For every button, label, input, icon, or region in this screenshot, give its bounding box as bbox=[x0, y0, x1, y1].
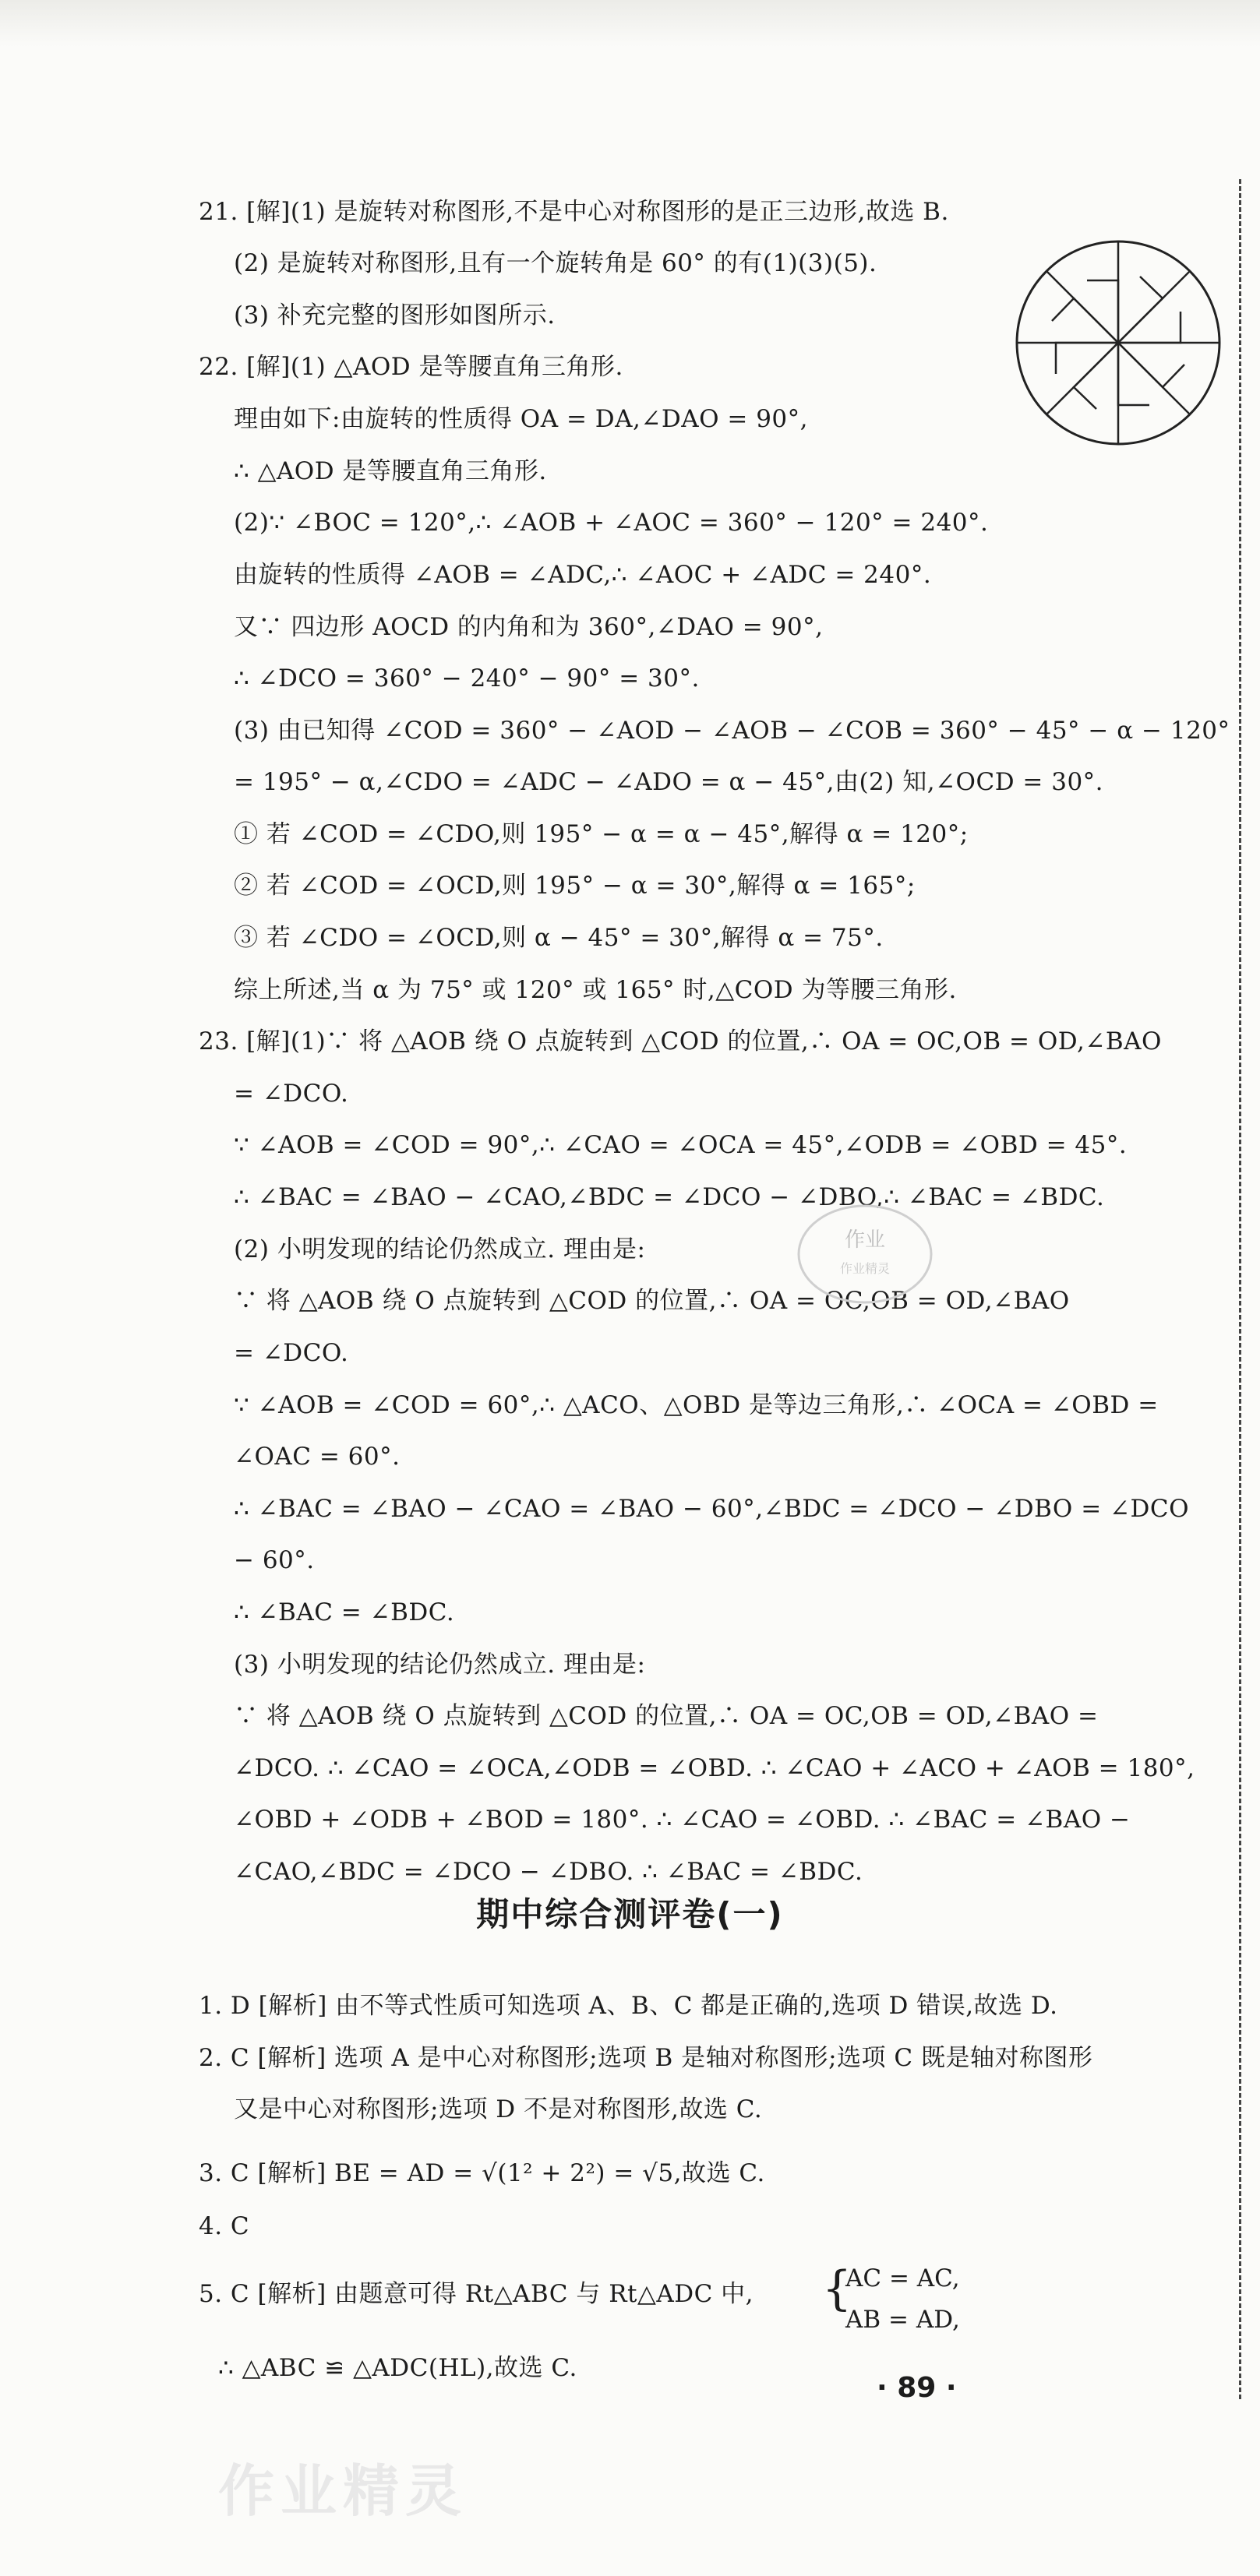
text-line: ∵ ∠AOB = ∠COD = 60°,∴ △ACO、△OBD 是等边三角形,∴ ∠OCA = ∠OBD = bbox=[234, 1391, 1159, 1419]
text-line: ∴ ∠BAC = ∠BAO − ∠CAO,∠BDC = ∠DCO − ∠DBO,∴ ∠BAC = ∠BDC. bbox=[234, 1183, 1105, 1211]
svg-text:作业: 作业 bbox=[844, 1228, 886, 1252]
text-line: (3) 由已知得 ∠COD = 360° − ∠AOD − ∠AOB − ∠COB = 360° − 45° − α − 120° bbox=[234, 717, 1230, 745]
text-line: ∠OAC = 60°. bbox=[234, 1443, 401, 1471]
answer-line: 2. C [解析] 选项 A 是中心对称图形;选项 B 是轴对称图形;选项 C 既是轴对称图形 bbox=[199, 2044, 1093, 2072]
answer-line: 3. C [解析] BE = AD = √(1² + 2²) = √5,故选 C. bbox=[199, 2159, 765, 2187]
text-line: ∵ 将 △AOB 绕 O 点旋转到 △COD 的位置,∴ OA = OC,OB = OD,∠BAO = bbox=[234, 1702, 1099, 1730]
text-line: ② 若 ∠COD = ∠OCD,则 195° − α = 30°,解得 α = 165°; bbox=[234, 872, 916, 900]
text-line: 理由如下:由旋转的性质得 OA = DA,∠DAO = 90°, bbox=[234, 405, 808, 433]
svg-text:作业精灵: 作业精灵 bbox=[839, 1261, 891, 1276]
text-line: 22. [解](1) △AOD 是等腰直角三角形. bbox=[199, 353, 623, 381]
text-line: 综上所述,当 α 为 75° 或 120° 或 165° 时,△COD 为等腰三角形. bbox=[234, 976, 957, 1004]
text-line: ∴ △AOD 是等腰直角三角形. bbox=[234, 457, 547, 485]
text-line: = ∠DCO. bbox=[234, 1339, 349, 1367]
section-title: 期中综合测评卷(一) bbox=[476, 1895, 784, 1933]
page-number: · 89 · bbox=[877, 2372, 957, 2404]
watermark: 作业精灵 bbox=[218, 2458, 468, 2524]
text-line: (2)∵ ∠BOC = 120°,∴ ∠AOB + ∠AOC = 360° − 120° = 240°. bbox=[234, 509, 989, 537]
answer-line: ∴ △ABC ≌ △ADC(HL),故选 C. bbox=[218, 2354, 577, 2382]
text-line: 由旋转的性质得 ∠AOB = ∠ADC,∴ ∠AOC + ∠ADC = 240°. bbox=[234, 561, 932, 589]
text-line: = ∠DCO. bbox=[234, 1080, 349, 1108]
rotated-pinwheel-figure bbox=[1009, 234, 1227, 452]
text-line: ∠OBD + ∠ODB + ∠BOD = 180°. ∴ ∠CAO = ∠OBD. ∴ ∠BAC = ∠BAO − bbox=[234, 1806, 1131, 1834]
page-top-band bbox=[0, 0, 1260, 47]
text-line: ∵ ∠AOB = ∠COD = 90°,∴ ∠CAO = ∠OCA = 45°,∠ODB = ∠OBD = 45°. bbox=[234, 1131, 1128, 1159]
answer-line: 1. D [解析] 由不等式性质可知选项 A、B、C 都是正确的,选项 D 错误,故选 D. bbox=[199, 1992, 1058, 2020]
answer-line: 5. C [解析] 由题意可得 Rt△ABC 与 Rt△ADC 中, bbox=[199, 2280, 754, 2308]
text-line: ∴ ∠DCO = 360° − 240° − 90° = 30°. bbox=[234, 664, 700, 692]
text-line: ∴ ∠BAC = ∠BDC. bbox=[234, 1598, 455, 1626]
text-line: 21. [解](1) 是旋转对称图形,不是中心对称图形的是正三边形,故选 B. bbox=[199, 198, 949, 226]
answer-line: 4. C bbox=[199, 2212, 250, 2240]
text-line: ∴ ∠BAC = ∠BAO − ∠CAO = ∠BAO − 60°,∠BDC = ∠DCO − ∠DBO = ∠DCO bbox=[234, 1495, 1189, 1523]
text-line: (2) 小明发现的结论仍然成立. 理由是: bbox=[234, 1235, 646, 1263]
text-line: ∵ 将 △AOB 绕 O 点旋转到 △COD 的位置,∴ OA = OC,OB = OD,∠BAO bbox=[234, 1287, 1070, 1315]
system-brace: { bbox=[822, 2261, 852, 2316]
text-line: (3) 补充完整的图形如图所示. bbox=[234, 301, 556, 329]
text-line: 23. [解](1)∵ 将 △AOB 绕 O 点旋转到 △COD 的位置,∴ OA = OC,OB = OD,∠BAO bbox=[199, 1027, 1162, 1055]
text-line: (3) 小明发现的结论仍然成立. 理由是: bbox=[234, 1651, 646, 1679]
margin-dashed-line bbox=[1239, 179, 1244, 2399]
text-line: ① 若 ∠COD = ∠CDO,则 195° − α = α − 45°,解得 α = 120°; bbox=[234, 820, 969, 848]
text-line: = 195° − α,∠CDO = ∠ADC − ∠ADO = α − 45°,由(2) 知,∠OCD = 30°. bbox=[234, 768, 1104, 796]
text-line: ∠CAO,∠BDC = ∠DCO − ∠DBO. ∴ ∠BAC = ∠BDC. bbox=[234, 1858, 863, 1886]
answer-line: 又是中心对称图形;选项 D 不是对称图形,故选 C. bbox=[234, 2095, 763, 2123]
text-line: 又∵ 四边形 AOCD 的内角和为 360°,∠DAO = 90°, bbox=[234, 613, 824, 641]
text-line: ③ 若 ∠CDO = ∠OCD,则 α − 45° = 30°,解得 α = 75°. bbox=[234, 924, 884, 952]
text-line: (2) 是旋转对称图形,且有一个旋转角是 60° 的有(1)(3)(5). bbox=[234, 249, 877, 277]
system-equation: AB = AD, bbox=[845, 2306, 960, 2334]
system-equation: AC = AC, bbox=[845, 2264, 960, 2292]
text-line: ∠DCO. ∴ ∠CAO = ∠OCA,∠ODB = ∠OBD. ∴ ∠CAO + ∠ACO + ∠AOB = 180°, bbox=[234, 1754, 1195, 1782]
homework-seal-stamp bbox=[787, 1192, 943, 1316]
text-line: − 60°. bbox=[234, 1546, 315, 1574]
